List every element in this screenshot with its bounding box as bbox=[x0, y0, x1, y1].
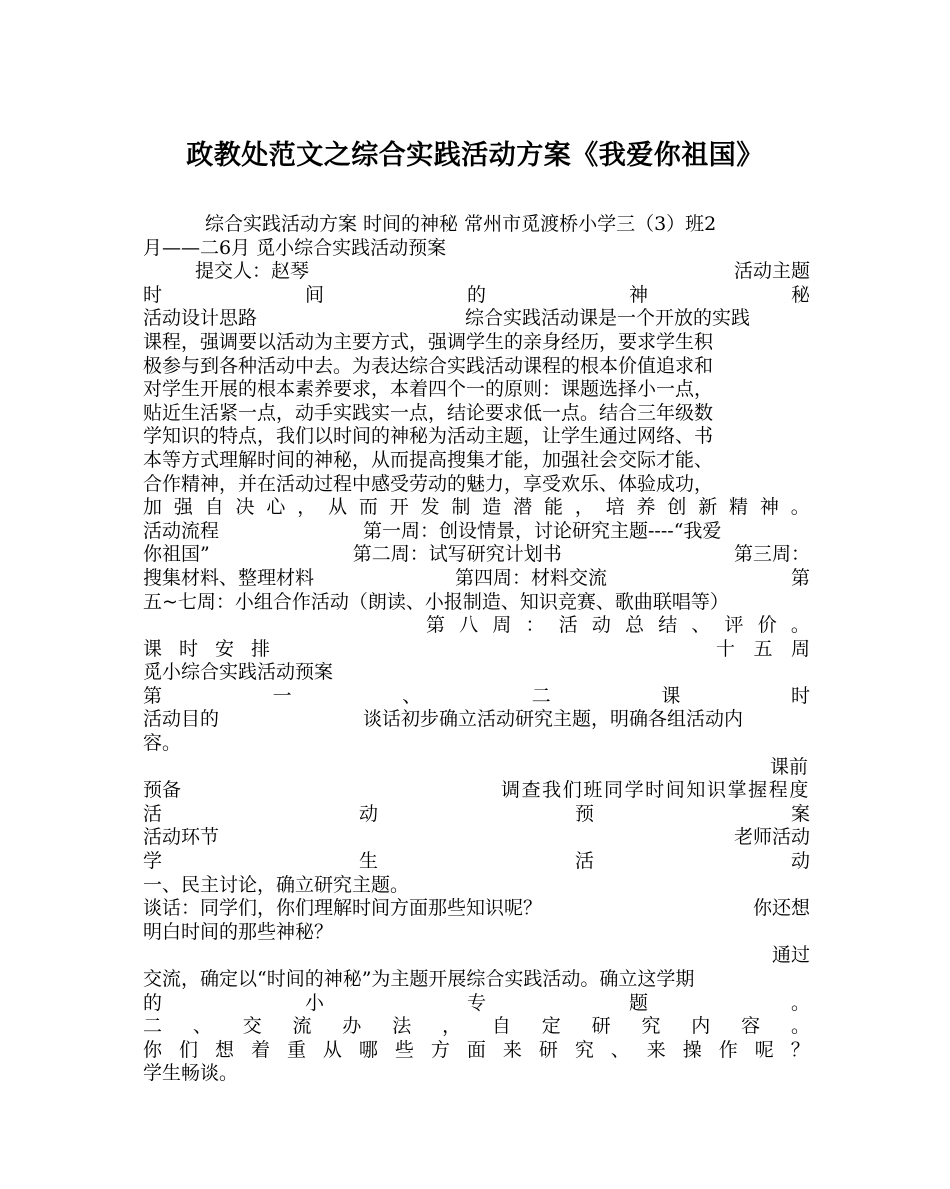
text-char: 神 bbox=[628, 283, 648, 306]
text-line: 通过 bbox=[771, 944, 810, 967]
text-line: 觅小综合实践活动预案 bbox=[143, 661, 334, 684]
text-char: 养 bbox=[636, 496, 656, 519]
text-char: 加 bbox=[143, 496, 163, 519]
section-label: 预备 bbox=[143, 779, 182, 802]
spread-line bbox=[143, 992, 810, 1016]
text-char: 办 bbox=[342, 1015, 362, 1038]
text-char: 造 bbox=[482, 496, 502, 519]
text-char: 从 bbox=[322, 1038, 342, 1061]
text-char: 第 bbox=[143, 684, 163, 707]
text-char: 作 bbox=[718, 1038, 738, 1061]
text-char: 创 bbox=[667, 496, 687, 519]
text-char: 决 bbox=[235, 496, 255, 519]
text-char: 学 bbox=[143, 850, 163, 873]
text-char: 神 bbox=[759, 496, 779, 519]
text-char: 的 bbox=[143, 991, 163, 1014]
text-line bbox=[143, 779, 810, 803]
text-char: 而 bbox=[358, 496, 378, 519]
spread-line bbox=[143, 850, 810, 874]
text-char: 究 bbox=[641, 1015, 661, 1038]
text-line: 月——二6月 觅小综合实践活动预案 bbox=[143, 236, 447, 259]
text-line: 学生畅谈。 bbox=[143, 1062, 239, 1085]
text-char: 生 bbox=[358, 850, 378, 873]
text-char: 时 bbox=[178, 637, 198, 660]
text-char: 。 bbox=[790, 991, 810, 1014]
text-char: 安 bbox=[214, 637, 234, 660]
text-char: 、 bbox=[691, 614, 711, 637]
text-char: 小 bbox=[304, 991, 324, 1014]
text-line bbox=[143, 567, 810, 591]
text-char: 们 bbox=[178, 1038, 198, 1061]
text-char: 、 bbox=[610, 1038, 630, 1061]
text-char: 。 bbox=[790, 496, 810, 519]
spread-line bbox=[143, 284, 810, 308]
text-char: 价 bbox=[757, 614, 777, 637]
text-fragment: 第一周：创设情景，讨论研究主题----“我爱 bbox=[363, 519, 722, 542]
text-char: 新 bbox=[698, 496, 718, 519]
text-line bbox=[143, 897, 810, 921]
text-char: 面 bbox=[466, 1038, 486, 1061]
text-char: 时 bbox=[790, 684, 810, 707]
text-char: 呢 bbox=[754, 1038, 774, 1061]
text-char: 开 bbox=[389, 496, 409, 519]
text-fragment: 谈话初步确立活动研究主题，明确各组活动内 bbox=[363, 708, 744, 731]
theme-label: 活动主题 bbox=[733, 260, 810, 283]
text-line: 合作精神，并在活动过程中感受劳动的魅力，享受欢乐、体验成功， bbox=[143, 472, 714, 495]
text-char: 课 bbox=[661, 684, 681, 707]
text-char: 动 bbox=[591, 614, 611, 637]
text-line: 五~七周：小组合作活动（朗读、小报制造、知识竞赛、歌曲联唱等） bbox=[143, 590, 729, 613]
text-char: 自 bbox=[491, 1015, 511, 1038]
text-char: 的 bbox=[466, 283, 486, 306]
text-fragment: 搜集材料、整理材料 第四周：材料交流 bbox=[143, 566, 608, 589]
text-char: 着 bbox=[250, 1038, 270, 1061]
text-char: 、 bbox=[192, 1015, 212, 1038]
spread-line bbox=[143, 614, 810, 638]
section-label: 活动环节 bbox=[143, 826, 220, 849]
text-char: 研 bbox=[591, 1015, 611, 1038]
text-char: 一 bbox=[272, 684, 292, 707]
section-label: 活动设计思路 bbox=[143, 307, 258, 330]
text-char: 预 bbox=[574, 802, 594, 825]
text-line: 容。 bbox=[143, 732, 182, 755]
text-line: 课程，强调要以活动为主要方式，强调学生的亲身经历，要求学生积 bbox=[143, 330, 714, 353]
text-line: 本等方式理解时间的神秘，从而提高搜集才能，加强社会交际才能、 bbox=[143, 448, 714, 471]
text-char: 专 bbox=[466, 991, 486, 1014]
spread-line bbox=[143, 685, 810, 709]
text-char: 活 bbox=[143, 802, 163, 825]
text-char: 活 bbox=[558, 614, 578, 637]
text-line: 贴近生活紧一点，动手实践实一点，结论要求低一点。结合三年级数 bbox=[143, 401, 714, 424]
text-char: 来 bbox=[646, 1038, 666, 1061]
document-title: 政教处范文之综合实践活动方案《我爱你祖国》 bbox=[186, 140, 764, 171]
submitter-label: 提交人：赵琴 bbox=[195, 260, 310, 283]
text-char: 容 bbox=[741, 1015, 761, 1038]
text-line: 极参与到各种活动中去。为表达综合实践活动课程的根本价值追求和 bbox=[143, 354, 714, 377]
section-label: 活动流程 bbox=[143, 519, 220, 542]
text-char: 来 bbox=[502, 1038, 522, 1061]
text-char: 能 bbox=[543, 496, 563, 519]
text-char: 定 bbox=[541, 1015, 561, 1038]
text-char: 发 bbox=[420, 496, 440, 519]
text-char: 动 bbox=[790, 850, 810, 873]
text-line bbox=[143, 543, 810, 567]
text-char: 二 bbox=[531, 684, 551, 707]
spread-line bbox=[143, 803, 810, 827]
text-char: 究 bbox=[574, 1038, 594, 1061]
text-line bbox=[143, 260, 810, 284]
text-char: 评 bbox=[724, 614, 744, 637]
text-fragment: 你祖国” 第二周：试写研究计划书 bbox=[143, 543, 562, 566]
text-char: 研 bbox=[538, 1038, 558, 1061]
spread-fragment bbox=[716, 638, 810, 662]
section-label: 活动目的 bbox=[143, 708, 220, 731]
text-char: 周 bbox=[790, 637, 810, 660]
text-char: 第 bbox=[426, 614, 446, 637]
text-char: 周 bbox=[492, 614, 512, 637]
text-char: 案 bbox=[790, 802, 810, 825]
text-char: 强 bbox=[173, 496, 193, 519]
text-char: 精 bbox=[729, 496, 749, 519]
text-line: 明白时间的那些神秘？ bbox=[143, 920, 334, 943]
text-char: 题 bbox=[628, 991, 648, 1014]
text-fragment: 综合实践活动课是一个开放的实践 bbox=[465, 307, 751, 330]
text-line: 一、民主讨论，确立研究主题。 bbox=[143, 873, 410, 896]
text-char: 些 bbox=[394, 1038, 414, 1061]
text-char: 哪 bbox=[358, 1038, 378, 1061]
text-char: 法 bbox=[392, 1015, 412, 1038]
text-char: 活 bbox=[574, 850, 594, 873]
text-char: 二 bbox=[143, 1015, 163, 1038]
text-char: 你 bbox=[143, 1038, 163, 1061]
text-char: 。 bbox=[790, 614, 810, 637]
text-char: ， bbox=[574, 496, 594, 519]
text-fragment: 第 bbox=[790, 566, 810, 589]
text-fragment: 你还想 bbox=[752, 897, 810, 920]
spread-fragment bbox=[143, 638, 270, 662]
text-char: 总 bbox=[625, 614, 645, 637]
text-char: 动 bbox=[358, 802, 378, 825]
text-char: 从 bbox=[328, 496, 348, 519]
text-line: 综合实践活动方案 时间的神秘 常州市觅渡桥小学三（3）班2 bbox=[205, 213, 717, 235]
text-line: 交流，确定以“时间的神秘”为主题开展综合实践活动。确立这学期 bbox=[143, 968, 695, 990]
text-char: 秘 bbox=[790, 283, 810, 306]
text-char: 流 bbox=[292, 1015, 312, 1038]
text-char: 。 bbox=[790, 1015, 810, 1038]
text-line bbox=[143, 520, 810, 544]
text-char: ： bbox=[525, 614, 545, 637]
document-body bbox=[143, 213, 810, 1086]
text-char: 培 bbox=[605, 496, 625, 519]
text-char: 十 bbox=[716, 637, 736, 660]
text-line: 课前 bbox=[769, 755, 808, 778]
spread-line bbox=[143, 496, 810, 520]
text-char: 心 bbox=[266, 496, 286, 519]
text-char: 交 bbox=[242, 1015, 262, 1038]
text-char: 排 bbox=[250, 637, 270, 660]
text-char: 方 bbox=[430, 1038, 450, 1061]
text-char: 时 bbox=[143, 283, 163, 306]
text-char: ， bbox=[442, 1015, 462, 1038]
text-fragment: 谈话：同学们，你们理解时间方面那些知识呢？ bbox=[143, 897, 543, 920]
text-line bbox=[143, 638, 810, 662]
text-fragment: 调查我们班同学时间知识掌握程度 bbox=[500, 779, 810, 802]
text-char: 制 bbox=[451, 496, 471, 519]
text-char: 操 bbox=[682, 1038, 702, 1061]
text-char: 想 bbox=[214, 1038, 234, 1061]
text-line bbox=[143, 307, 810, 331]
text-char: 内 bbox=[691, 1015, 711, 1038]
text-line: 对学生开展的根本素养要求，本着四个一的原则：课题选择小一点， bbox=[143, 378, 714, 401]
text-char: 、 bbox=[402, 684, 422, 707]
text-char: 结 bbox=[658, 614, 678, 637]
text-line bbox=[143, 826, 810, 850]
text-fragment: 老师活动 bbox=[733, 826, 810, 849]
text-fragment: 第三周： bbox=[733, 543, 810, 566]
text-char: 课 bbox=[143, 637, 163, 660]
text-line bbox=[143, 708, 810, 732]
text-char: 潜 bbox=[513, 496, 533, 519]
text-char: 八 bbox=[459, 614, 479, 637]
text-char: ？ bbox=[790, 1038, 810, 1061]
text-char: 间 bbox=[304, 283, 324, 306]
text-char: ， bbox=[297, 496, 317, 519]
text-char: 重 bbox=[286, 1038, 306, 1061]
text-char: 自 bbox=[204, 496, 224, 519]
text-char: 五 bbox=[753, 637, 773, 660]
spread-line bbox=[143, 1015, 810, 1039]
text-line: 学知识的特点，我们以时间的神秘为活动主题，让学生通过网络、书 bbox=[143, 425, 714, 448]
spread-line bbox=[143, 1039, 810, 1063]
